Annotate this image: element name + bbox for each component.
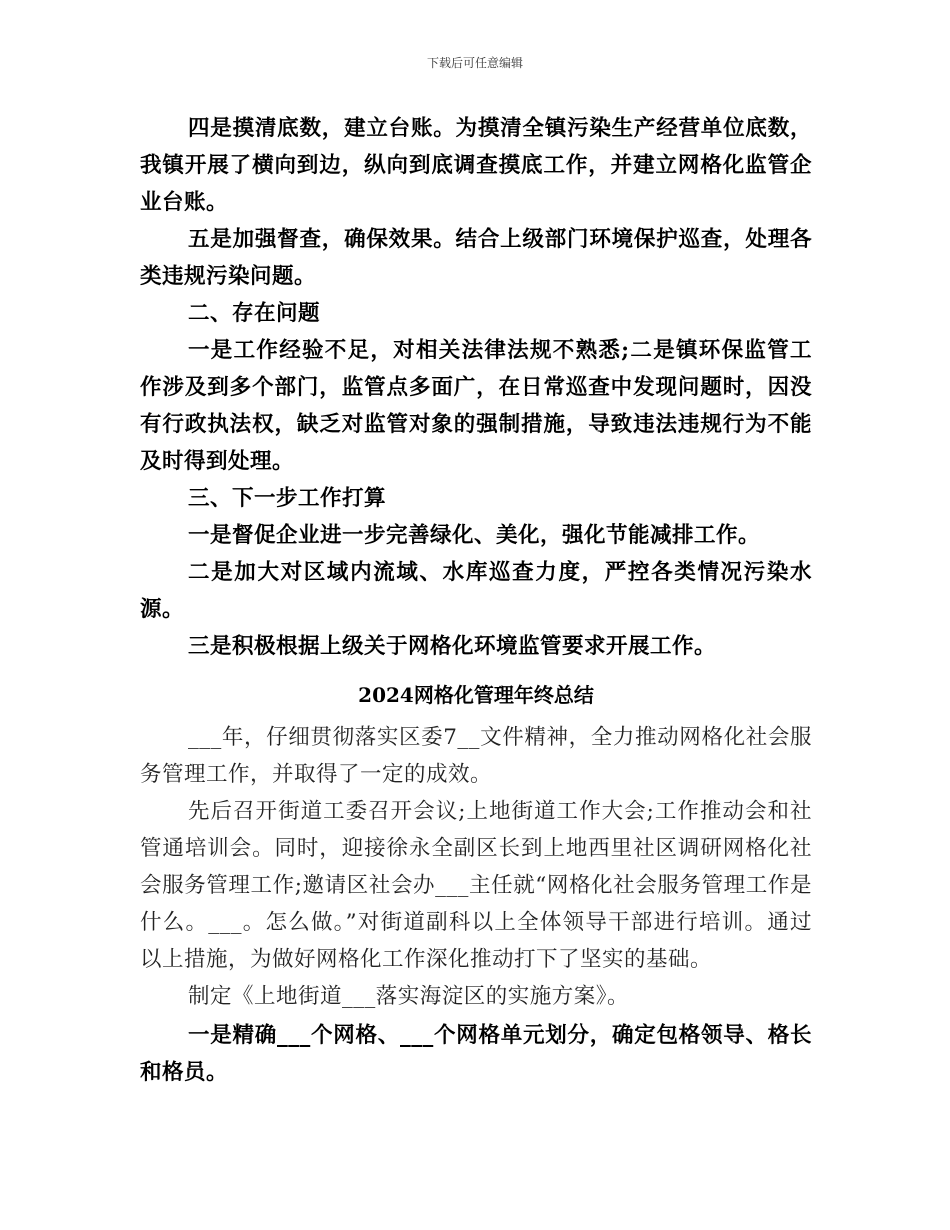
paragraph-intro: ___年，仔细贯彻落实区委7__文件精神，全力推动网格化社会服务管理工作，并取得了一定的成效。 <box>140 725 812 787</box>
paragraph-problems: 一是工作经验不足，对相关法律法规不熟悉;二是镇环保监管工作涉及到多个部门，监管点多面广，在日常巡查中发现问题时，因没有行政执法权，缺乏对监管对象的强制措施，导致违法违规行为不能及时得到处理。 <box>140 338 812 474</box>
paragraph-point-five: 五是加强督查，确保效果。结合上级部门环境保护巡查，处理各类违规污染问题。 <box>140 227 812 289</box>
document-body <box>140 110 812 1091</box>
paragraph-next-step-three: 三是积极根据上级关于网格化环境监管要求开展工作。 <box>188 634 717 659</box>
section-heading-problems: 二、存在问题 <box>188 301 321 326</box>
paragraph-plan: 制定《上地街道___落实海淀区的实施方案》。 <box>188 984 630 1009</box>
paragraph-next-step-one: 一是督促企业进一步完善绿化、美化，强化节能减排工作。 <box>188 523 761 548</box>
paragraph-next-step-two: 二是加大对区域内流域、水库巡查力度，严控各类情况污染水源。 <box>140 560 812 622</box>
paragraph-point-four: 四是摸清底数，建立台账。为摸清全镇污染生产经营单位底数，我镇开展了横向到边，纵向到底调查摸底工作，并建立网格化监管企业台账。 <box>140 116 812 215</box>
header-note: 下载后可任意编辑 <box>426 56 523 70</box>
document-title: 2024网格化管理年终总结 <box>358 683 594 707</box>
paragraph-meetings: 先后召开街道工委召开会议;上地街道工作大会;工作推动会和社管通培训会。同时，迎接徐永全副区长到上地西里社区调研网格化社会服务管理工作;邀请区社会办___主任就“网格化社会服务管理工作是什么。___。怎么做。”对街道副科以上全体领导干部进行培训。通过以上措施，为做好网格化工作深化推动打下了坚实的基础。 <box>140 799 812 972</box>
section-heading-next-steps: 三、下一步工作打算 <box>188 486 387 511</box>
paragraph-grid-division: 一是精确___个网格、___个网格单元划分，确定包格领导、格长和格员。 <box>140 1023 812 1085</box>
